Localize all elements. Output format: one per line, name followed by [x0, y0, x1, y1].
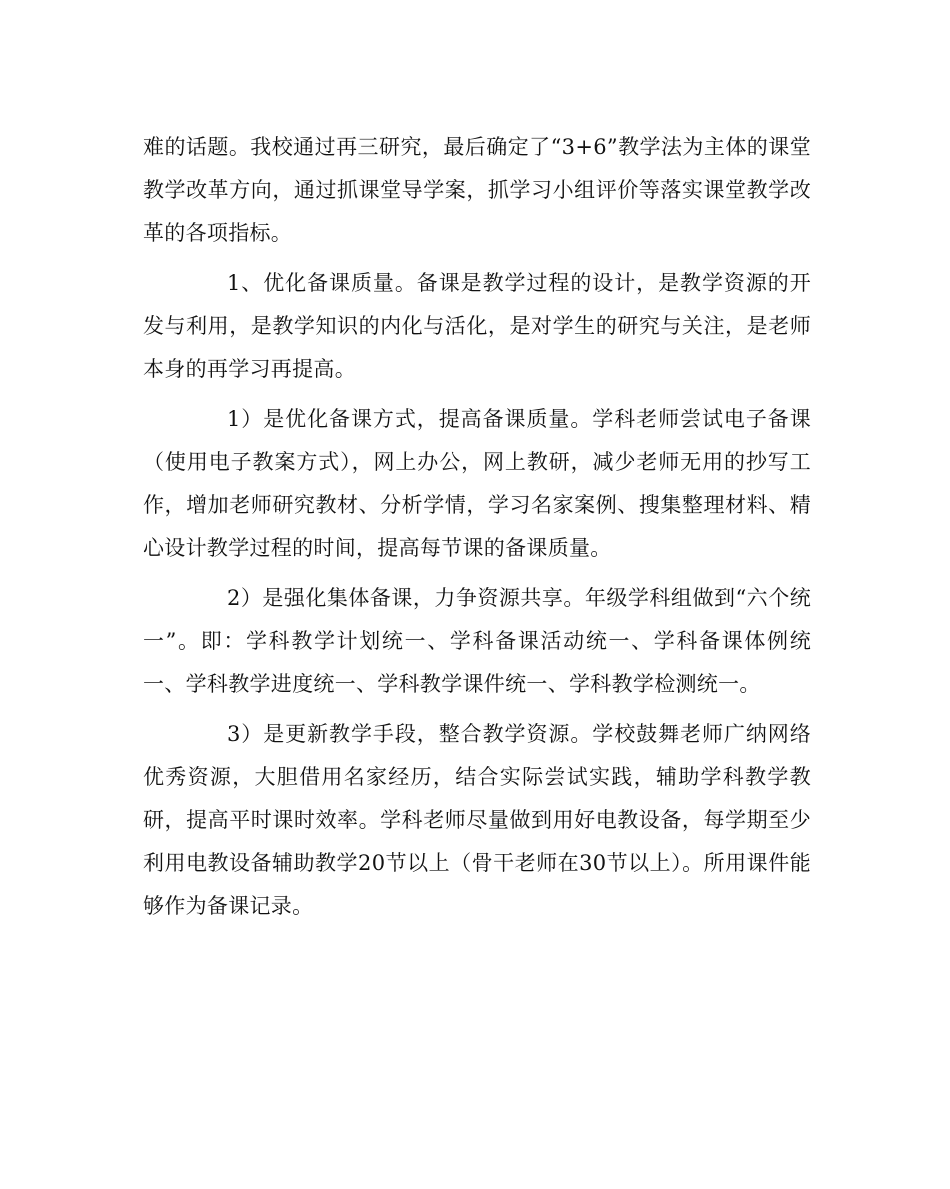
paragraph-item-2-collective-prep: 2）是强化集体备课，力争资源共享。年级学科组做到“六个统一”。即：学科教学计划统一、学科备课活动统一、学科备课体例统一、学科教学进度统一、学科教学课件统一、学科教学检测统一。	[143, 586, 811, 696]
paragraph-optimize-lesson-prep: 1、优化备课质量。备课是教学过程的设计，是教学资源的开发与利用，是教学知识的内化与活化，是对学生的研究与关注，是老师本身的再学习再提高。	[143, 271, 811, 381]
document-body	[143, 126, 811, 935]
paragraph-item-1-electronic-prep: 1）是优化备课方式，提高备课质量。学科老师尝试电子备课（使用电子教案方式），网上办公，网上教研，减少老师无用的抄写工作，增加老师研究教材、分析学情，学习名家案例、搜集整理材料、精心设计教学过程的时间，提高每节课的备课质量。	[143, 407, 811, 560]
paragraph-item-3-teaching-resources: 3）是更新教学手段，整合教学资源。学校鼓舞老师广纳网络优秀资源，大胆借用名家经历，结合实际尝试实践，辅助学科教学教研，提高平时课时效率。学科老师尽量做到用好电教设备，每学期至少利用电教设备辅助教学20节以上（骨干老师在30节以上）。所用课件能够作为备课记录。	[143, 722, 811, 918]
paragraph-intro: 难的话题。我校通过再三研究，最后确定了“3+6”教学法为主体的课堂教学改革方向，通过抓课堂导学案，抓学习小组评价等落实课堂教学改革的各项指标。	[143, 135, 811, 245]
